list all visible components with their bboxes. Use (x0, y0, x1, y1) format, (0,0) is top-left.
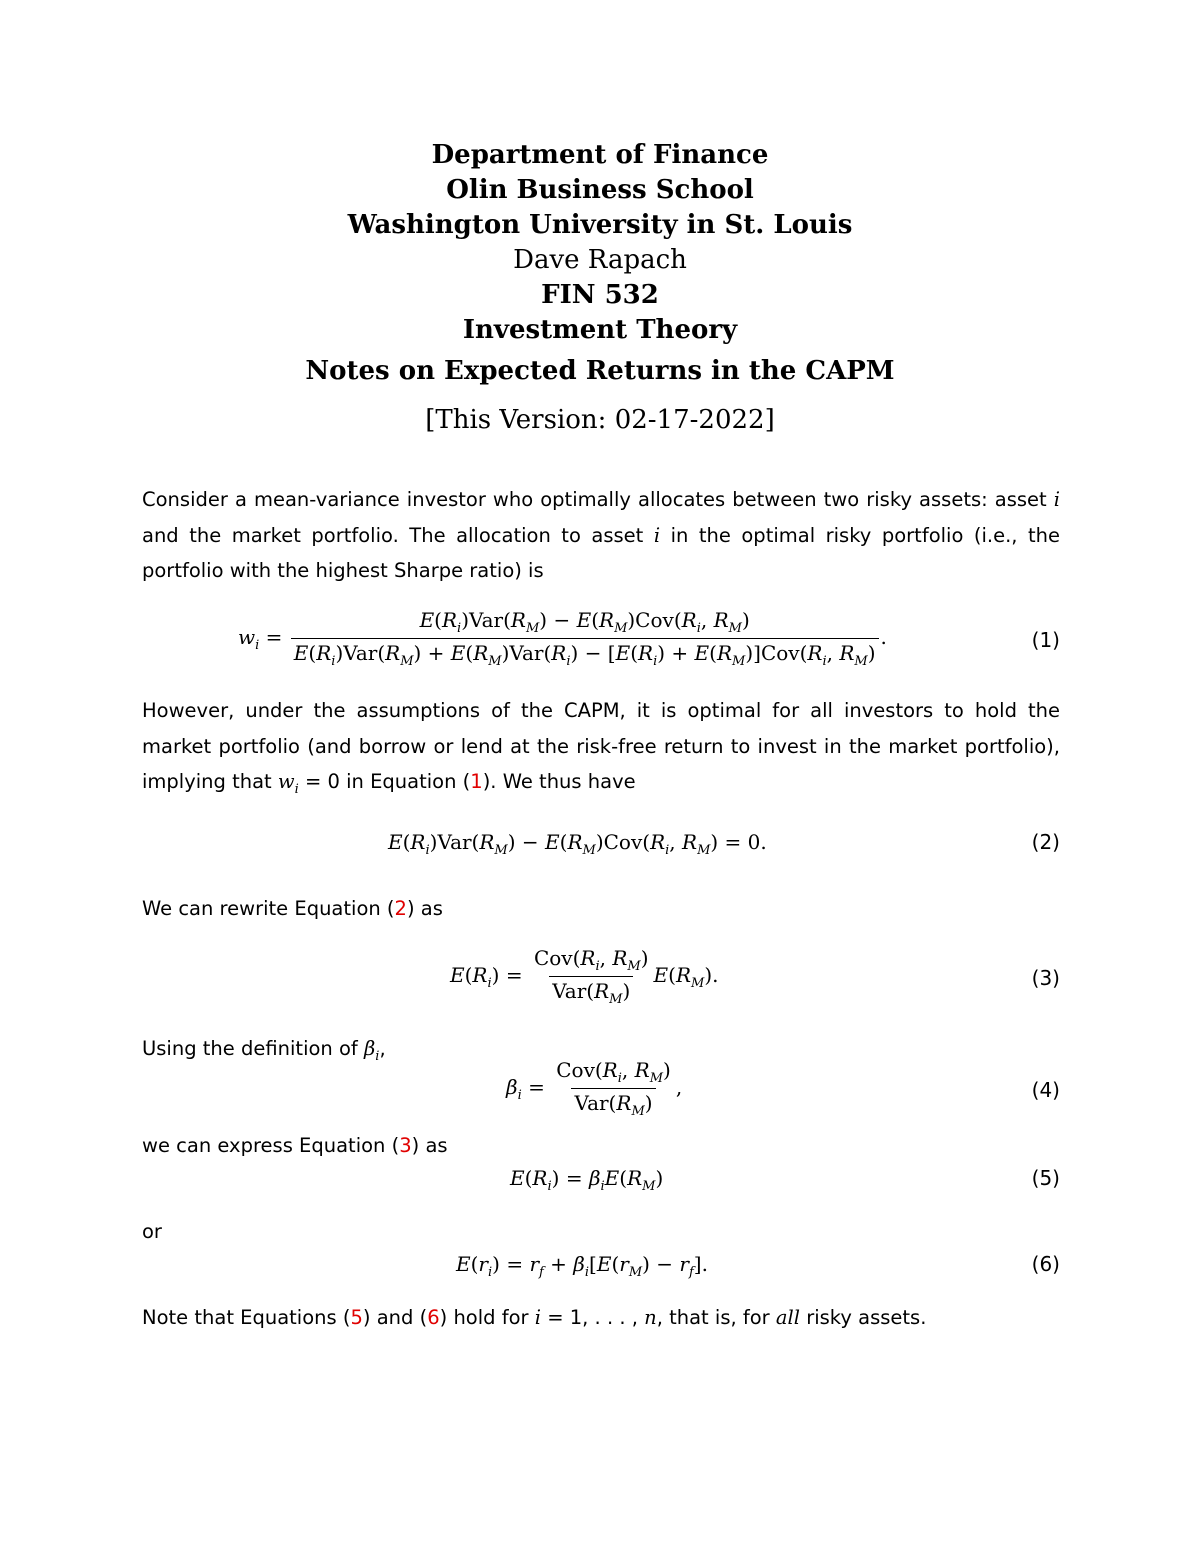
department-name: Department of Finance (431, 140, 769, 170)
author-name: Dave Rapach (513, 245, 687, 275)
or-text: or (142, 1220, 162, 1243)
intro-text-b: and the market portfolio. The allocation to asset (142, 523, 644, 547)
equation-ref-1[interactable]: 1 (470, 770, 483, 793)
equation-ref-2[interactable]: 2 (394, 897, 407, 920)
conclusion-text-d: = 1, . . . , (547, 1306, 638, 1329)
version-line: [This Version: 02-17-2022] (425, 405, 775, 435)
capm-text-b: = 0 in Equation ( (304, 770, 471, 793)
conclusion-text-b: ) and ( (362, 1306, 428, 1329)
eq1-denominator: $E(R_i)Var(R_M) + E(R_M)Var(R_i) - [E(R_i) + E(R_M)]Cov(R_i$, $R_M$) (291, 638, 879, 669)
eq3-fraction: $\frac{Cov(R_i, R_M)}{Var(R_M)}$ (533, 946, 649, 1007)
emphasis-all: all (775, 1306, 800, 1329)
var-i: i (1053, 488, 1060, 511)
eq1-fraction (291, 608, 879, 669)
equation-2 (142, 830, 1060, 862)
eq6-body: $E(r_i) = r_f + \beta_i[E(r_M) - r_f]$. (456, 1252, 708, 1280)
capm-text-c: ). We thus have (482, 770, 636, 793)
eq1-numerator: $E(R_i)Var(R_M) - E(R_M)Cov(R_i$, $R_M$) (419, 608, 750, 636)
equation-3: $E(R_i)$ = $\frac{Cov(R_i, R_M)}{Var(R_M)}$ $E(R_M)$. (3) (450, 946, 1060, 1007)
var-beta-i: $\beta_i$ (363, 1037, 380, 1064)
capm-text-a: However, under the assumptions of the CAPM, it is optimal for all investors to hold the market portfolio (and borrow or lend at the risk-free return to invest in the market portfolio), implying that (142, 699, 1060, 793)
course-code: FIN 532 (541, 280, 659, 310)
paragraph-conclusion (142, 1300, 1060, 1336)
eq4-fraction: $\frac{Cov(R_i, R_M)}{Var(R_M)}$ (556, 1058, 671, 1119)
equation-1: $w_i$ = $\frac{E(R_i)Var(R_M) - E(R_M)Cov(R_i, R_M)}{E(R_i)Var(R_M) + E(R_M)Var(R_i) - [E(R_i) + E(R_M)]Cov(R_i, R_M)}$ . (1) (238, 608, 1060, 669)
intro-text-c: in the optimal risky portfolio (i.e., the portfolio with the highest Sharpe ratio) is (142, 523, 1061, 582)
equation-6 (142, 1252, 1060, 1284)
conclusion-text-c: ) hold for (439, 1306, 529, 1329)
paragraph-beta-definition: Using the definition of $\beta_i$, (142, 1037, 386, 1064)
var-i: i (653, 523, 661, 547)
equation-ref-5[interactable]: 5 (350, 1306, 363, 1329)
equation-number-4: (4) (1031, 1078, 1060, 1102)
conclusion-text-a: Note that Equations ( (142, 1306, 351, 1329)
document-title: Notes on Expected Returns in the CAPM (305, 356, 895, 386)
school-name: Olin Business School (446, 175, 754, 205)
course-name: Investment Theory (462, 315, 738, 345)
equation-ref-6[interactable]: 6 (427, 1306, 440, 1329)
equation-number-2: (2) (1031, 830, 1060, 854)
paragraph-express (142, 1128, 1060, 1164)
university-name: Washington University in St. Louis (347, 210, 853, 240)
rewrite-text-b: ) as (406, 897, 443, 920)
express-text-a: we can express Equation ( (142, 1134, 400, 1157)
paragraph-or (142, 1214, 1060, 1250)
var-w-i: $w_i$ (277, 770, 299, 797)
equation-number-6: (6) (1031, 1252, 1060, 1276)
var-n: n (644, 1306, 657, 1329)
equation-5 (142, 1166, 1060, 1198)
eq2-body: $E(R_i)Var(R_M) - E(R_M)Cov(R_i$, $R_M) = 0$. (388, 830, 767, 858)
equation-ref-3[interactable]: 3 (399, 1134, 412, 1157)
express-text-b: ) as (411, 1134, 448, 1157)
rewrite-text-a: We can rewrite Equation ( (142, 897, 395, 920)
equation-number-3: (3) (1031, 966, 1060, 990)
title-block (0, 138, 1200, 438)
beta-text-a: Using the definition of (142, 1037, 358, 1060)
paragraph-intro (142, 482, 1060, 589)
equation-number-1: (1) (1031, 628, 1060, 652)
paragraph-rewrite (142, 891, 1060, 927)
var-i: i (534, 1306, 541, 1329)
equation-4: $\beta_i$ = $\frac{Cov(R_i, R_M)}{Var(R_M)}$ , (4) (506, 1058, 1060, 1119)
conclusion-text-e: , that is, for (656, 1306, 770, 1329)
intro-text-a: Consider a mean-variance investor who optimally allocates between two risky assets: asset (142, 488, 1047, 511)
eq1-lhs: $w_i$ (238, 625, 260, 653)
paragraph-capm-assumption (142, 693, 1060, 807)
equation-number-5: (5) (1031, 1166, 1060, 1190)
eq5-body: $E(R_i) = \beta_iE(R_M)$ (510, 1166, 664, 1194)
conclusion-text-g: risky assets. (806, 1306, 927, 1329)
